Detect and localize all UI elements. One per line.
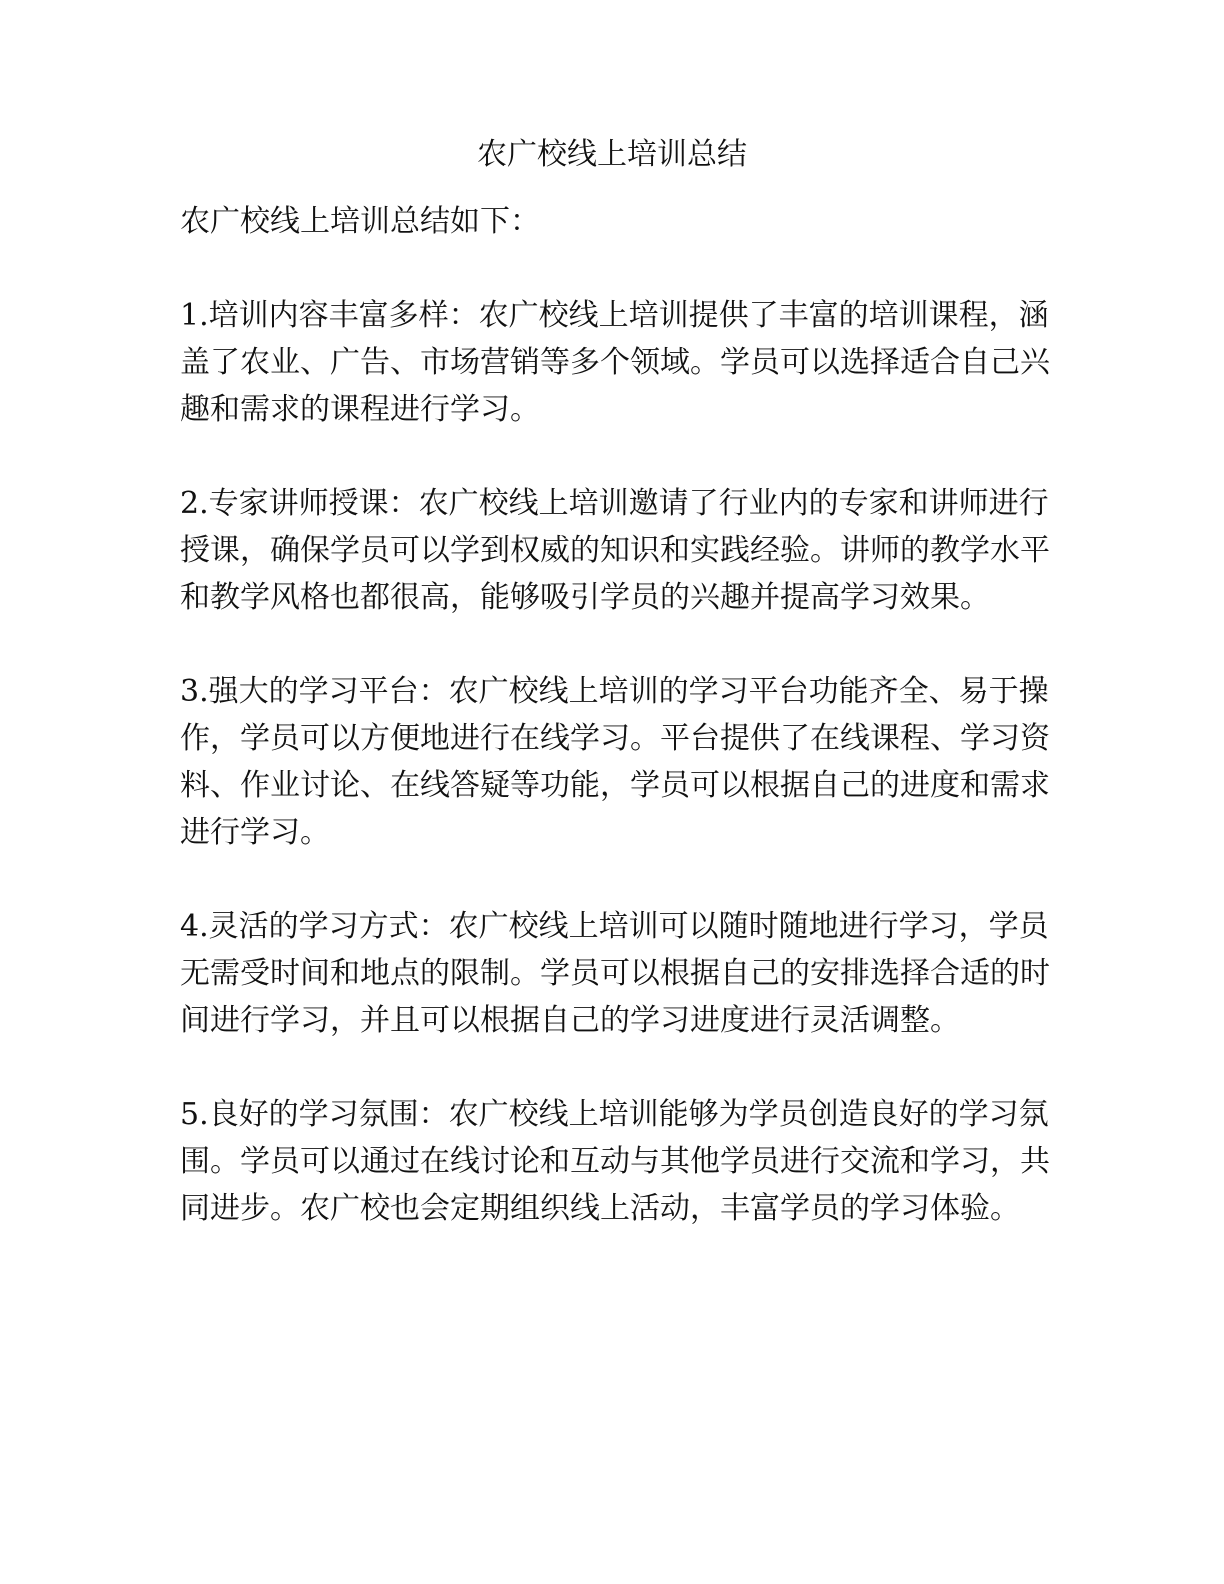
paragraph-5: 5.良好的学习氛围：农广校线上培训能够为学员创造良好的学习氛围。学员可以通过在线讨论和互动与其他学员进行交流和学习，共同进步。农广校也会定期组织线上活动，丰富学员的学习体验。	[180, 1097, 1050, 1226]
paragraph-1: 1.培训内容丰富多样：农广校线上培训提供了丰富的培训课程，涵盖了农业、广告、市场营销等多个领域。学员可以选择适合自己兴趣和需求的课程进行学习。	[180, 298, 1050, 427]
document-title: 农广校线上培训总结	[477, 137, 747, 172]
intro-line: 农广校线上培训总结如下：	[180, 204, 540, 239]
paragraph-3: 3.强大的学习平台：农广校线上培训的学习平台功能齐全、易于操作，学员可以方便地进行在线学习。平台提供了在线课程、学习资料、作业讨论、在线答疑等功能，学员可以根据自己的进度和需求进行学习。	[180, 674, 1050, 850]
paragraph-2: 2.专家讲师授课：农广校线上培训邀请了行业内的专家和讲师进行授课，确保学员可以学到权威的知识和实践经验。讲师的教学水平和教学风格也都很高，能够吸引学员的兴趣并提高学习效果。	[180, 486, 1050, 615]
paragraph-4: 4.灵活的学习方式：农广校线上培训可以随时随地进行学习，学员无需受时间和地点的限制。学员可以根据自己的安排选择合适的时间进行学习，并且可以根据自己的学习进度进行灵活调整。	[180, 909, 1050, 1038]
document-body	[180, 198, 1050, 1279]
